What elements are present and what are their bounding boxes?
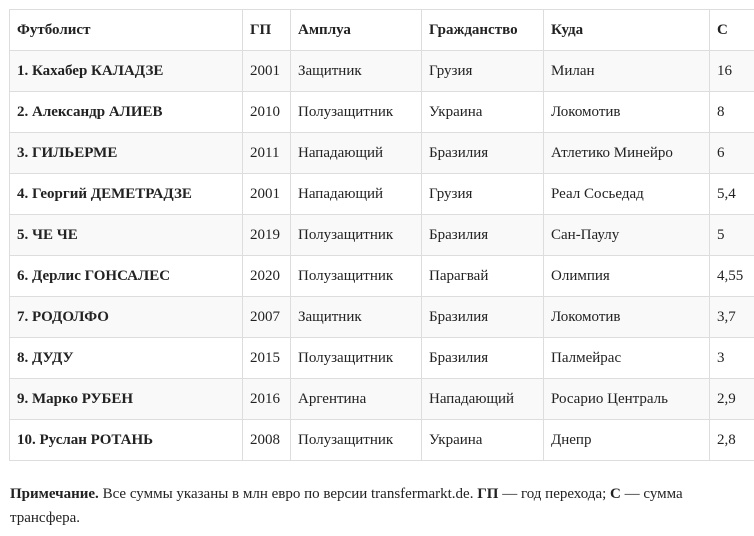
player-position: Полузащитник <box>291 256 422 297</box>
transfer-year: 2001 <box>243 174 291 215</box>
player-name: 7. РОДОЛФО <box>10 297 243 338</box>
destination-club: Палмейрас <box>544 338 710 379</box>
player-citizenship: Грузия <box>422 51 544 92</box>
table-row <box>10 256 754 297</box>
note-s-abbr: С <box>610 486 621 502</box>
destination-club: Милан <box>544 51 710 92</box>
transfer-year: 2015 <box>243 338 291 379</box>
note-text-1: Все суммы указаны в млн евро по версии transfermarkt.de. <box>98 486 478 502</box>
table-row <box>10 379 754 420</box>
player-position: Нападающий <box>291 133 422 174</box>
note-label: Примечание. <box>10 486 99 502</box>
transfer-year: 2001 <box>243 51 291 92</box>
player-citizenship: Бразилия <box>422 338 544 379</box>
table-row <box>10 174 754 215</box>
destination-club: Локомотив <box>544 92 710 133</box>
destination-club: Олимпия <box>544 256 710 297</box>
table-row <box>10 215 754 256</box>
table-row <box>10 338 754 379</box>
transfer-year: 2016 <box>243 379 291 420</box>
player-position: Полузащитник <box>291 338 422 379</box>
header-citizenship: Гражданство <box>422 10 544 51</box>
table-row <box>10 297 754 338</box>
destination-club: Реал Сосьедад <box>544 174 710 215</box>
player-citizenship: Бразилия <box>422 297 544 338</box>
transfer-fee: 2,8 <box>710 420 754 461</box>
transfer-fee: 5,4 <box>710 174 754 215</box>
transfers-table <box>9 9 754 461</box>
transfer-year: 2010 <box>243 92 291 133</box>
player-name: 9. Марко РУБЕН <box>10 379 243 420</box>
table-header-row <box>10 10 754 51</box>
transfer-fee: 6 <box>710 133 754 174</box>
transfer-fee: 4,55 <box>710 256 754 297</box>
transfer-year: 2007 <box>243 297 291 338</box>
transfer-year: 2020 <box>243 256 291 297</box>
player-name: 2. Александр АЛИЕВ <box>10 92 243 133</box>
header-destination: Куда <box>544 10 710 51</box>
transfer-fee: 5 <box>710 215 754 256</box>
player-name: 5. ЧЕ ЧЕ <box>10 215 243 256</box>
player-name: 10. Руслан РОТАНЬ <box>10 420 243 461</box>
transfer-fee: 3 <box>710 338 754 379</box>
transfer-year: 2019 <box>243 215 291 256</box>
player-name: 4. Георгий ДЕМЕТРАДЗЕ <box>10 174 243 215</box>
player-position: Полузащитник <box>291 420 422 461</box>
player-citizenship: Украина <box>422 92 544 133</box>
player-name: 8. ДУДУ <box>10 338 243 379</box>
player-citizenship: Грузия <box>422 174 544 215</box>
player-position: Полузащитник <box>291 92 422 133</box>
player-position: Защитник <box>291 297 422 338</box>
player-citizenship: Бразилия <box>422 133 544 174</box>
player-citizenship: Парагвай <box>422 256 544 297</box>
transfer-year: 2011 <box>243 133 291 174</box>
table-row <box>10 92 754 133</box>
destination-club: Днепр <box>544 420 710 461</box>
destination-club: Локомотив <box>544 297 710 338</box>
player-citizenship: Бразилия <box>422 215 544 256</box>
transfers-table-container <box>9 9 754 461</box>
player-citizenship: Украина <box>422 420 544 461</box>
header-position: Амплуа <box>291 10 422 51</box>
note-gp-abbr: ГП <box>477 486 499 502</box>
note-text-2: — год перехода; <box>498 486 611 502</box>
player-position: Нападающий <box>291 174 422 215</box>
table-row <box>10 133 754 174</box>
table-row <box>10 51 754 92</box>
transfer-fee: 16 <box>710 51 754 92</box>
player-name: 6. Дерлис ГОНСАЛЕС <box>10 256 243 297</box>
player-name: 1. Кахабер КАЛАДЗЕ <box>10 51 243 92</box>
player-position: Защитник <box>291 51 422 92</box>
table-footnote <box>10 482 745 530</box>
note-text-3: — сумма трансфера. <box>10 486 683 526</box>
transfer-fee: 2,9 <box>710 379 754 420</box>
player-citizenship: Нападающий <box>422 379 544 420</box>
transfer-fee: 8 <box>710 92 754 133</box>
header-player: Футболист <box>10 10 243 51</box>
transfer-fee: 3,7 <box>710 297 754 338</box>
player-name: 3. ГИЛЬЕРМЕ <box>10 133 243 174</box>
destination-club: Росарио Централь <box>544 379 710 420</box>
destination-club: Сан-Паулу <box>544 215 710 256</box>
player-position: Полузащитник <box>291 215 422 256</box>
transfer-year: 2008 <box>243 420 291 461</box>
header-fee: С <box>710 10 754 51</box>
table-row <box>10 420 754 461</box>
destination-club: Атлетико Минейро <box>544 133 710 174</box>
header-year: ГП <box>243 10 291 51</box>
player-position: Аргентина <box>291 379 422 420</box>
